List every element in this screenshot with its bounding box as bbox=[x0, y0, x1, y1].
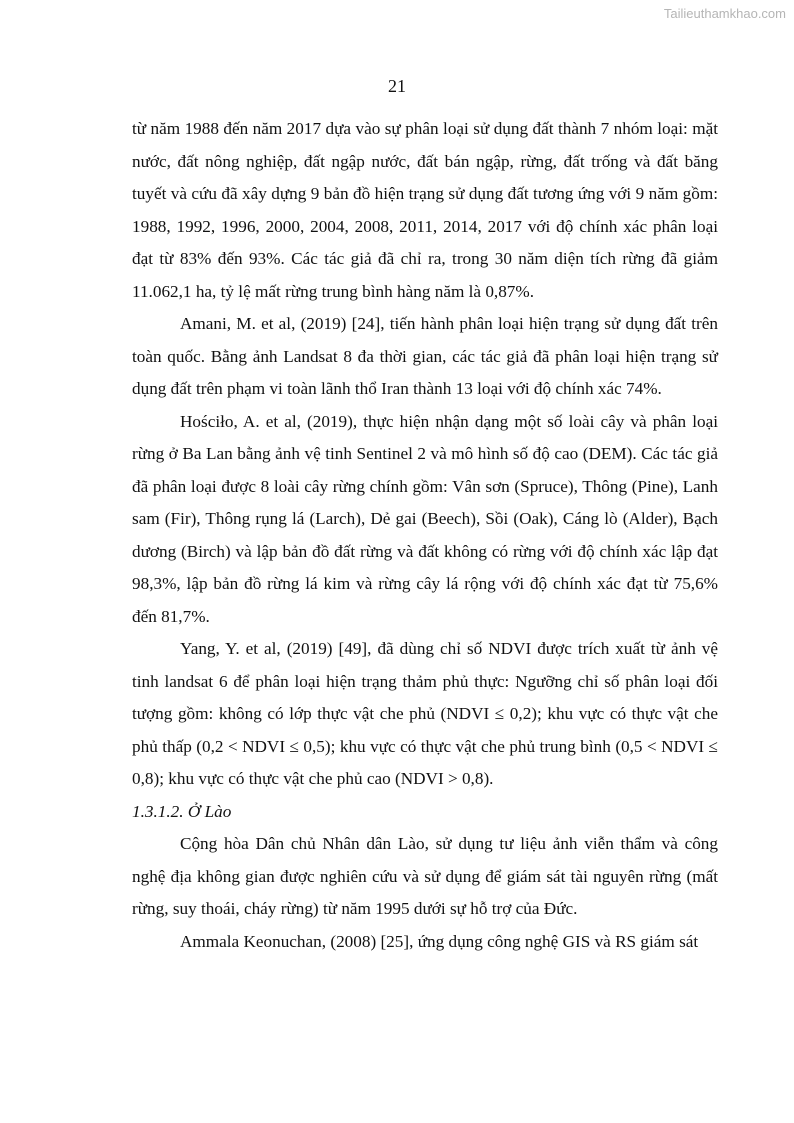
paragraph-hoscilo: Hościło, A. et al, (2019), thực hiện nhận dạng một số loài cây và phân loại rừng ở Ba Lan bằng ảnh vệ tinh Sentinel 2 và mô hình số độ cao (DEM). Các tác giả đã phân loại được 8 loài cây rừng chính gồm: Vân sơn (Spruce), Thông (Pine), Lanh sam (Fir), Thông rụng lá (Larch), Dẻ gai (Beech), Sồi (Oak), Cáng lò (Alder), Bạch dương (Birch) và lập bản đồ đất rừng và đất không có rừng với độ chính xác lập đạt 98,3%, lập bản đồ rừng lá kim và rừng cây lá rộng với độ chính xác đạt từ 75,6% đến 81,7%. bbox=[132, 411, 718, 626]
paragraph-continuation: từ năm 1988 đến năm 2017 dựa vào sự phân loại sử dụng đất thành 7 nhóm loại: mặt nước, đất nông nghiệp, đất ngập nước, đất bán ngập, rừng, đất trống và đất băng tuyết và cứu đã xây dựng 9 bản đồ hiện trạng sử dụng đất tương ứng với 9 năm gồm: 1988, 1992, 1996, 2000, 2004, 2008, 2011, 2014, 2017 với độ chính xác phân loại đạt từ 83% đến 93%. Các tác giả đã chỉ ra, trong 30 năm diện tích rừng đã giảm 11.062,1 ha, tỷ lệ mất rừng trung bình hàng năm là 0,87%. bbox=[132, 119, 718, 301]
section-heading-laos: 1.3.1.2. Ở Lào bbox=[132, 801, 232, 821]
watermark: Tailieuthamkhao.com bbox=[663, 6, 786, 21]
page-number: 21 bbox=[388, 76, 406, 96]
paragraph-keonuchan: Ammala Keonuchan, (2008) [25], ứng dụng công nghệ GIS và RS giám sát bbox=[180, 931, 699, 951]
paragraph-yang: Yang, Y. et al, (2019) [49], đã dùng chỉ số NDVI được trích xuất từ ảnh vệ tinh landsat 6 để phân loại hiện trạng thảm phủ thực: Ngưỡng chỉ số phân loại đối tượng gồm: không có lớp thực vật che phủ (NDVI ≤ 0,2); khu vực có thực vật che phủ thấp (0,2 < NDVI ≤ 0,5); khu vực có thực vật che phủ trung bình (0,5 < NDVI ≤ 0,8); khu vực có thực vật che phủ cao (NDVI > 0,8). bbox=[132, 639, 718, 788]
paragraph-amani: Amani, M. et al, (2019) [24], tiến hành phân loại hiện trạng sử dụng đất trên toàn quốc. Bằng ảnh Landsat 8 đa thời gian, các tác giả đã phân loại hiện trạng sử dụng đất trên phạm vi toàn lãnh thổ Iran thành 13 loại với độ chính xác 74%. bbox=[132, 314, 718, 398]
document-body bbox=[132, 113, 718, 958]
paragraph-laos-intro: Cộng hòa Dân chủ Nhân dân Lào, sử dụng tư liệu ảnh viễn thẩm và công nghệ địa không gian được nghiên cứu và sử dụng để giám sát tài nguyên rừng (mất rừng, suy thoái, cháy rừng) từ năm 1995 dưới sự hỗ trợ của Đức. bbox=[132, 834, 718, 918]
